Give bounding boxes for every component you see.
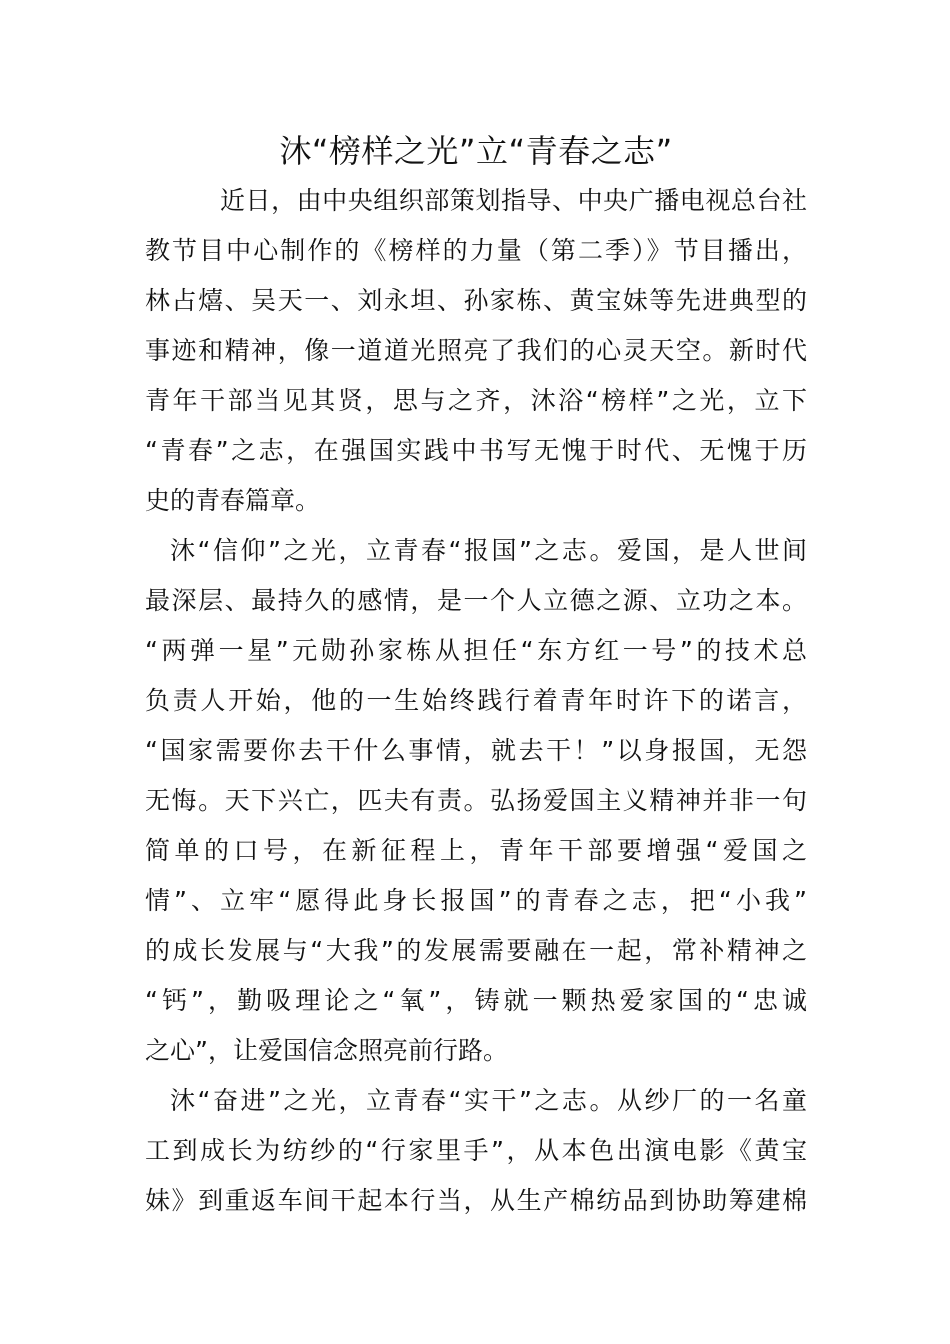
paragraph-1-line-2: 教节目中心制作的《榜样的力量（第二季）》节目播出， [145,236,807,265]
paragraph-3-line-3: 妹》到重返车间干起本行当，从生产棉纺品到协助筹建棉 [145,1186,807,1215]
paragraph-1-line-5: 青年干部当见其贤，思与之齐，沐浴“榜样”之光，立下 [145,386,807,415]
paragraph-2-line-7: 简单的口号，在新征程上，青年干部要增强“爱国之 [145,836,807,865]
paragraph-2-line-11: 之心”，让爱国信念照亮前行路。 [145,1036,508,1065]
paragraph-3-line-1: 沐“奋进”之光，立青春“实干”之志。从纱厂的一名童 [170,1086,807,1115]
document-body [145,176,807,1226]
paragraph-2-line-3: “两弹一星”元勋孙家栋从担任“东方红一号”的技术总 [145,636,807,665]
paragraph-1-line-6: “青春”之志，在强国实践中书写无愧于时代、无愧于历 [145,436,807,465]
paragraph-2-line-2: 最深层、最持久的感情，是一个人立德之源、立功之本。 [145,586,807,615]
paragraph-2-line-6: 无悔。天下兴亡，匹夫有责。弘扬爱国主义精神并非一句 [145,786,807,815]
paragraph-2-line-4: 负责人开始，他的一生始终践行着青年时许下的诺言， [145,686,807,715]
paragraph-3-line-2: 工到成长为纺纱的“行家里手”，从本色出演电影《黄宝 [145,1136,807,1165]
paragraph-1-line-7: 史的青春篇章。 [145,486,321,515]
paragraph-2-line-8: 情”、立牢“愿得此身长报国”的青春之志，把“小我” [145,886,807,915]
paragraph-1-line-3: 林占熺、吴天一、刘永坦、孙家栋、黄宝妹等先进典型的 [145,286,807,315]
paragraph-1-line-4: 事迹和精神，像一道道光照亮了我们的心灵天空。新时代 [145,336,807,365]
paragraph-2-line-10: “钙”，勤吸理论之“氧”，铸就一颗热爱家国的“忠诚 [145,986,807,1015]
paragraph-1-line-1: 近日，由中央组织部策划指导、中央广播电视总台社 [220,186,807,215]
document-title: 沐“榜样之光”立“青春之志” [279,132,673,170]
paragraph-2-line-9: 的成长发展与“大我”的发展需要融在一起，常补精神之 [145,936,807,965]
paragraph-2-line-1: 沐“信仰”之光，立青春“报国”之志。爱国，是人世间 [170,536,807,565]
paragraph-2-line-5: “国家需要你去干什么事情，就去干！”以身报国，无怨 [145,736,807,765]
